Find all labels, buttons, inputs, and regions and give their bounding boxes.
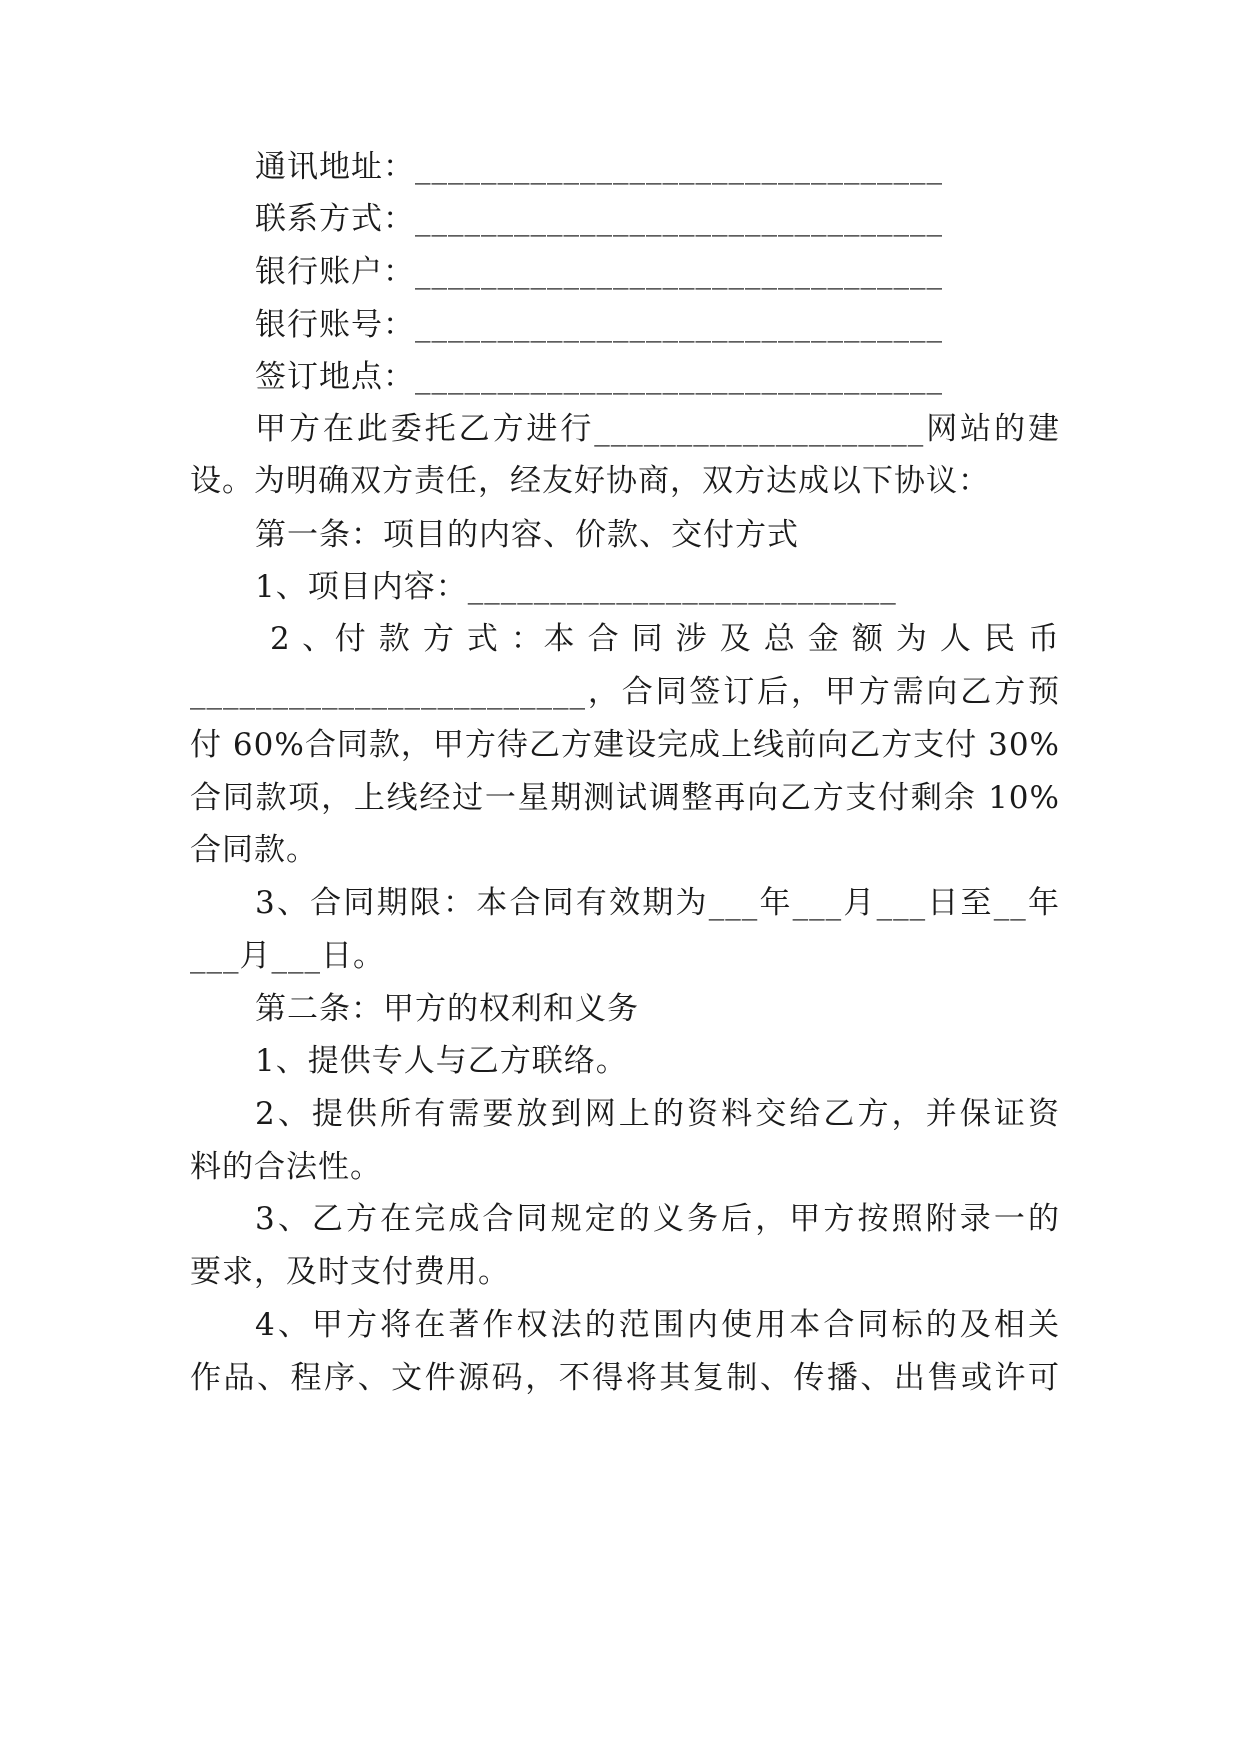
clause-1-1: 1、项目内容：__________________________	[255, 569, 897, 605]
article-2-heading: 第二条：甲方的权利和义务	[255, 991, 639, 1027]
clause-1-2-line-2: ________________________，合同签订后，甲方需向乙方预	[190, 674, 1060, 710]
clause-1-2-line-1: 2 、付 款 方 式 ：本 合 同 涉 及 总 金 额 为 人 民 币	[270, 621, 1060, 657]
clause-2-2-line-1: 2、提供所有需要放到网上的资料交给乙方，并保证资	[255, 1096, 1060, 1132]
field-signing-place: 签订地点：________________________________	[255, 359, 943, 395]
field-contact: 联系方式：________________________________	[255, 201, 943, 237]
clause-1-3-line-2: ___月___日。	[190, 938, 385, 974]
clause-1-2-line-5: 合同款。	[190, 832, 318, 868]
clause-2-3-line-2: 要求，及时支付费用。	[190, 1254, 510, 1290]
article-1-heading: 第一条：项目的内容、价款、交付方式	[255, 517, 799, 553]
field-bank-account-number: 银行账号：________________________________	[255, 307, 943, 343]
clause-1-3-line-1: 3、合同期限：本合同有效期为___年___月___日至__年	[255, 885, 1060, 921]
paragraph-intro-line-1: 甲方在此委托乙方进行____________________网站的建	[255, 411, 1060, 447]
clause-2-4-line-2: 作品、程序、文件源码，不得将其复制、传播、出售或许可	[190, 1360, 1060, 1396]
clause-2-2-line-2: 料的合法性。	[190, 1149, 382, 1185]
field-address: 通讯地址：________________________________	[255, 149, 943, 185]
field-bank-account-name: 银行账户：________________________________	[255, 254, 943, 290]
clause-2-4-line-1: 4、甲方将在著作权法的范围内使用本合同标的及相关	[255, 1307, 1060, 1343]
clause-2-1: 1、提供专人与乙方联络。	[255, 1043, 628, 1079]
clause-1-2-line-4: 合同款项，上线经过一星期测试调整再向乙方支付剩余 10%	[190, 780, 1060, 816]
paragraph-intro-line-2: 设。为明确双方责任，经友好协商，双方达成以下协议：	[190, 463, 990, 499]
clause-2-3-line-1: 3、乙方在完成合同规定的义务后，甲方按照附录一的	[255, 1201, 1060, 1237]
clause-1-2-line-3: 付 60%合同款，甲方待乙方建设完成上线前向乙方支付 30%	[190, 727, 1060, 763]
